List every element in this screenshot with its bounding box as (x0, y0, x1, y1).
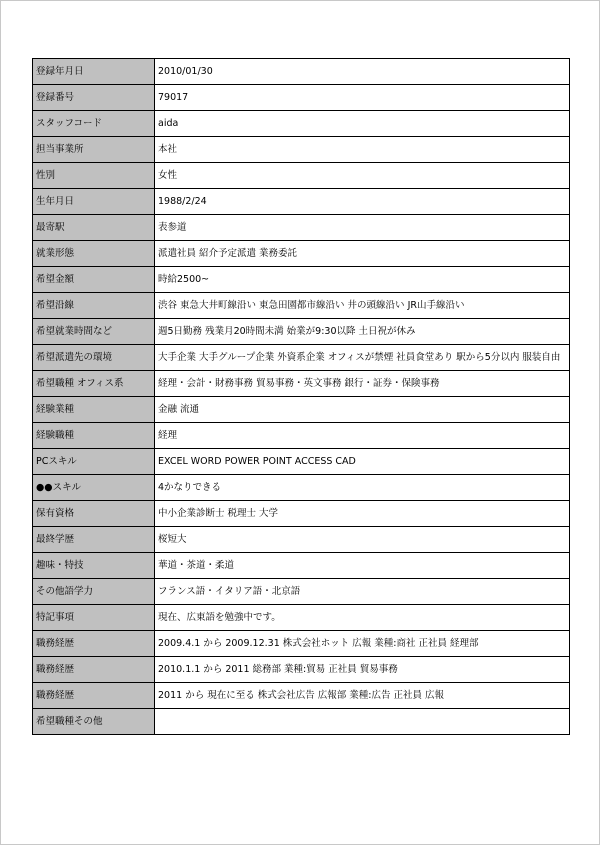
row-value: 週5日勤務 残業月20時間未満 始業が9:30以降 土日祝が休み (155, 319, 570, 345)
table-row (33, 293, 570, 319)
row-label: 希望職種 オフィス系 (33, 371, 155, 397)
row-label: PCスキル (33, 449, 155, 475)
row-label: 職務経歴 (33, 631, 155, 657)
table-row (33, 657, 570, 683)
row-label: 保有資格 (33, 501, 155, 527)
row-label: 希望就業時間など (33, 319, 155, 345)
row-label: 最終学歴 (33, 527, 155, 553)
row-value: 金融 流通 (155, 397, 570, 423)
row-label: 希望職種その他 (33, 709, 155, 735)
row-label: 職務経歴 (33, 657, 155, 683)
row-value: 2009.4.1 から 2009.12.31 株式会社ホット 広報 業種:商社 正社員 経理部 (155, 631, 570, 657)
row-value: 大手企業 大手グループ企業 外資系企業 オフィスが禁煙 社員食堂あり 駅から5分以内 服装自由 (155, 345, 570, 371)
table-row (33, 579, 570, 605)
row-value: フランス語・イタリア語・北京語 (155, 579, 570, 605)
table-row (33, 605, 570, 631)
row-value: aida (155, 111, 570, 137)
row-value: 79017 (155, 85, 570, 111)
table-row (33, 163, 570, 189)
table-row (33, 111, 570, 137)
row-value: 経理 (155, 423, 570, 449)
table-row (33, 189, 570, 215)
table-row (33, 475, 570, 501)
row-value: 時給2500~ (155, 267, 570, 293)
row-label: 職務経歴 (33, 683, 155, 709)
table-row (33, 345, 570, 371)
row-label: その他語学力 (33, 579, 155, 605)
table-row (33, 371, 570, 397)
row-label: 経験職種 (33, 423, 155, 449)
row-value: 1988/2/24 (155, 189, 570, 215)
row-value: 表参道 (155, 215, 570, 241)
row-label: 担当事業所 (33, 137, 155, 163)
row-value: 経理・会計・財務事務 貿易事務・英文事務 銀行・証券・保険事務 (155, 371, 570, 397)
table-row (33, 215, 570, 241)
row-label: 最寄駅 (33, 215, 155, 241)
table-row (33, 59, 570, 85)
row-value: EXCEL WORD POWER POINT ACCESS CAD (155, 449, 570, 475)
row-value: 華道・茶道・柔道 (155, 553, 570, 579)
row-label: 希望派遣先の環境 (33, 345, 155, 371)
row-value: 女性 (155, 163, 570, 189)
staff-profile-table (32, 58, 570, 735)
table-row (33, 449, 570, 475)
row-label: ●●スキル (33, 475, 155, 501)
row-label: 趣味・特技 (33, 553, 155, 579)
row-value: 中小企業診断士 税理士 大学 (155, 501, 570, 527)
row-label: 性別 (33, 163, 155, 189)
table-row (33, 709, 570, 735)
row-label: 経験業種 (33, 397, 155, 423)
row-label: 登録年月日 (33, 59, 155, 85)
row-value: 渋谷 東急大井町線沿い 東急田園都市線沿い 井の頭線沿い JR山手線沿い (155, 293, 570, 319)
row-value (155, 709, 570, 735)
table-row (33, 631, 570, 657)
row-label: 特記事項 (33, 605, 155, 631)
table-row (33, 423, 570, 449)
row-label: 生年月日 (33, 189, 155, 215)
row-value: 2010.1.1 から 2011 総務部 業種:貿易 正社員 貿易事務 (155, 657, 570, 683)
row-value: 派遣社員 紹介予定派遣 業務委託 (155, 241, 570, 267)
row-label: スタッフコード (33, 111, 155, 137)
table-row (33, 527, 570, 553)
table-row (33, 397, 570, 423)
table-row (33, 501, 570, 527)
table-row (33, 137, 570, 163)
row-label: 希望沿線 (33, 293, 155, 319)
table-row (33, 85, 570, 111)
table-row (33, 241, 570, 267)
row-value: 現在、広東語を勉強中です。 (155, 605, 570, 631)
row-value: 4かなりできる (155, 475, 570, 501)
row-label: 就業形態 (33, 241, 155, 267)
table-row (33, 553, 570, 579)
table-row (33, 319, 570, 345)
table-row (33, 683, 570, 709)
row-value: 本社 (155, 137, 570, 163)
table-row (33, 267, 570, 293)
row-value: 2011 から 現在に至る 株式会社広告 広報部 業種:広告 正社員 広報 (155, 683, 570, 709)
row-value: 2010/01/30 (155, 59, 570, 85)
row-label: 希望金額 (33, 267, 155, 293)
row-value: 桜短大 (155, 527, 570, 553)
row-label: 登録番号 (33, 85, 155, 111)
